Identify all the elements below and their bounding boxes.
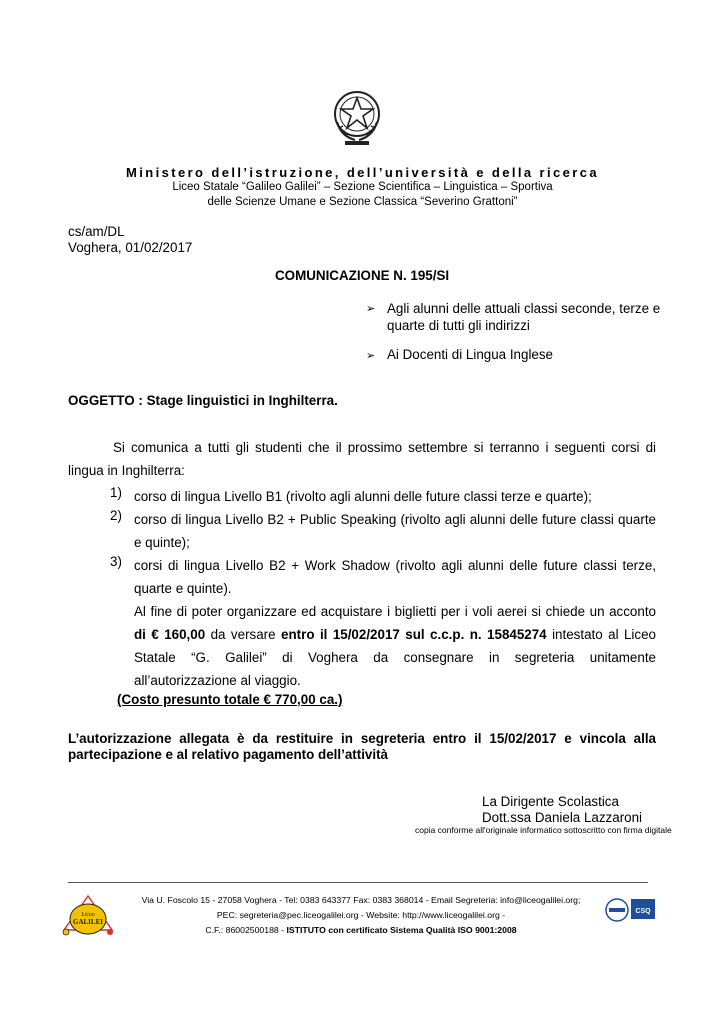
ministry-title: Ministero dell’istruzione, dell’università e della ricerca [126, 165, 599, 180]
footer-certification [130, 925, 592, 935]
school-name-line-2: delle Scienze Umane e Sezione Classica “Severino Grattoni” [207, 196, 518, 208]
bullet-arrow-icon: ➢ [366, 303, 376, 315]
list-item-number: 2) [110, 508, 122, 523]
list-item-number: 3) [110, 554, 122, 569]
recipient-students: Agli alunni delle attuali classi seconde, terze e quarte di tutti gli indirizzi [387, 301, 661, 333]
communication-number: COMUNICAZIONE N. 195/SI [275, 268, 450, 283]
payment-text: da versare [205, 627, 282, 642]
svg-text:CSQ: CSQ [635, 908, 651, 915]
svg-text:GALILEI: GALILEI [73, 918, 103, 926]
payment-text: Al fine di poter organizzare ed acquistare i biglietti per i voli aerei si chiede un acconto [134, 604, 656, 619]
footer-contacts: PEC: segreteria@pec.liceogalilei.org - Website: http://www.liceogalilei.org - [216, 910, 506, 920]
subject-line: OGGETTO : Stage linguistici in Inghilterra. [68, 393, 338, 408]
payment-paragraph [134, 600, 656, 692]
authorization-notice: L’autorizzazione allegata è da restituire in segreteria entro il 15/02/2017 e vincola alla partecipazione e al relativo pagamento dell’attività [68, 731, 656, 762]
payment-deadline: entro il 15/02/2017 sul c.c.p. n. 15845274 [281, 627, 547, 642]
payment-text: intestato al Liceo Statale “G. Galilei” di Voghera da consegnare in segreteria unitamente all’autorizzazione al viaggio. [134, 627, 656, 688]
republic-emblem-icon [331, 86, 383, 148]
svg-text:Liceo: Liceo [81, 912, 95, 918]
school-name-line-1: Liceo Statale “Galileo Galilei” – Sezione Scientifica – Linguistica – Sportiva [172, 181, 553, 193]
tax-code: C.F.: 86002500188 - [205, 925, 287, 935]
footer-address: Via U. Foscolo 15 - 27058 Voghera - Tel: 0383 643377 Fax: 0383 368014 - Email Segreteria: info@liceogalilei.org; [141, 895, 581, 905]
footer-divider [68, 882, 648, 883]
reference-code: cs/am/DL [68, 224, 125, 239]
list-item: corsi di lingua Livello B2 + Work Shadow (rivolto agli alunni delle future classi terze, quarte e quinte). [134, 558, 656, 596]
recipient-teachers: Ai Docenti di Lingua Inglese [387, 347, 554, 362]
certification-logo-icon [605, 896, 657, 924]
place-date: Voghera, 01/02/2017 [68, 240, 193, 255]
estimated-cost: (Costo presunto totale € 770,00 ca.) [117, 692, 343, 707]
digital-signature-note: copia conforme all'originale informatico sottoscritto con firma digitale [415, 825, 672, 835]
list-item: corso di lingua Livello B1 (rivolto agli alunni delle future classi terze e quarte); [134, 489, 592, 504]
iso-certification: ISTITUTO con certificato Sistema Qualità ISO 9001:2008 [286, 925, 517, 935]
signatory-title: La Dirigente Scolastica [482, 794, 619, 809]
list-item: corso di lingua Livello B2 + Public Speaking (rivolto agli alunni delle future classi quarte e quinte); [134, 512, 656, 550]
signatory-name: Dott.ssa Daniela Lazzaroni [482, 810, 643, 825]
intro-paragraph: Si comunica a tutti gli studenti che il prossimo settembre si terranno i seguenti corsi di lingua in Inghilterra: [68, 440, 656, 478]
list-item-number: 1) [110, 485, 122, 500]
school-logo-icon [60, 892, 116, 938]
deposit-amount: di € 160,00 [134, 627, 206, 642]
bullet-arrow-icon: ➢ [366, 350, 376, 362]
